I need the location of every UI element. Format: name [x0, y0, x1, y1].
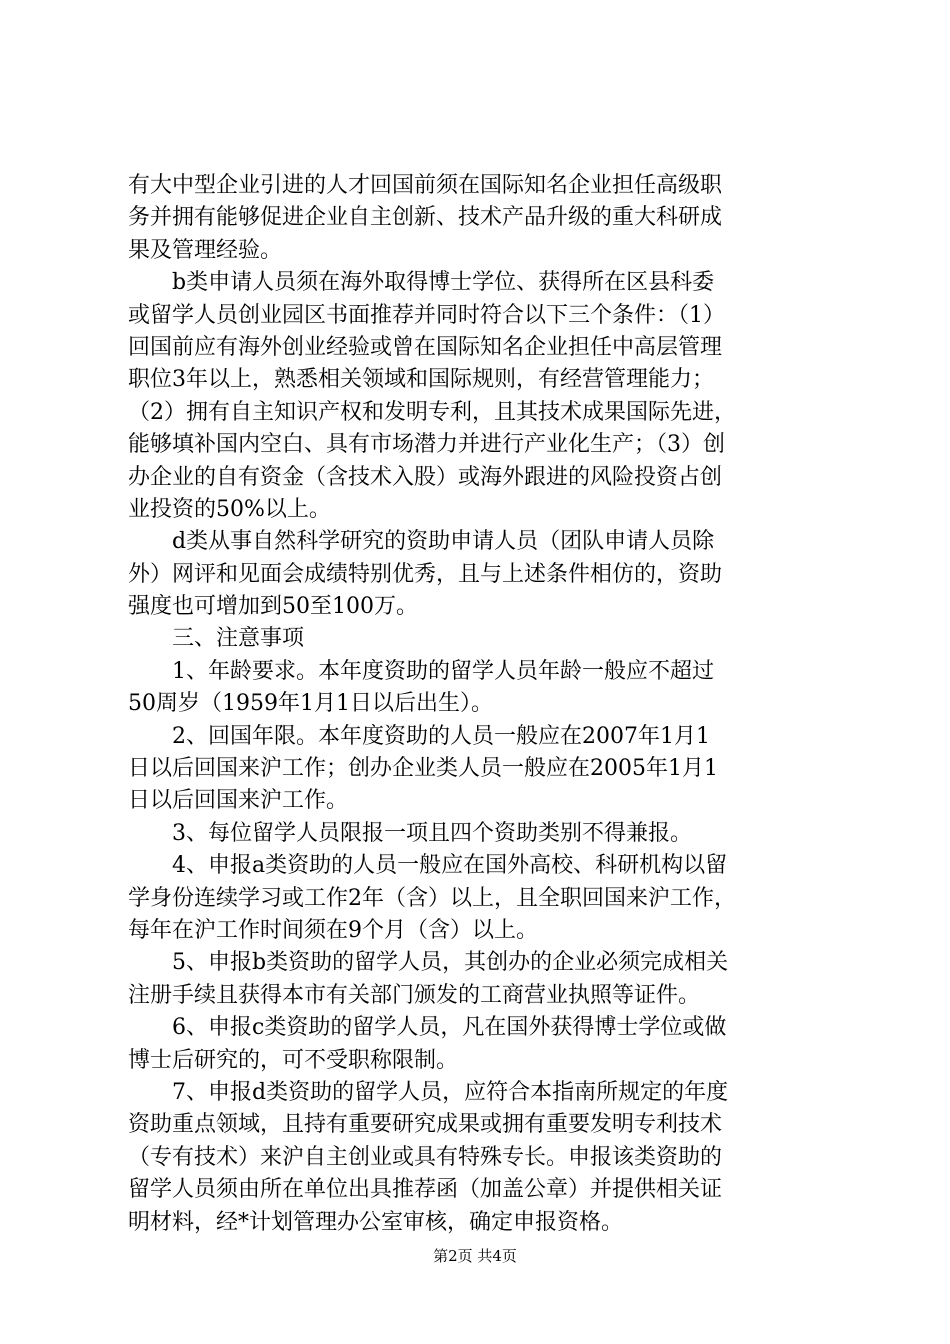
text-line: d类从事自然科学研究的资助申请人员（团队申请人员除	[128, 529, 715, 555]
text-line: 50周岁（1959年1月1日以后出生）。	[128, 691, 493, 717]
text-line: 强度也可增加到50至100万。	[128, 594, 418, 620]
text-line: 2、回国年限。本年度资助的人员一般应在2007年1月1	[128, 723, 710, 749]
text-line: 明材料，经*计划管理办公室审核，确定申报资格。	[128, 1209, 624, 1235]
text-line: 或留学人员创业园区书面推荐并同时符合以下三个条件：（1）	[128, 302, 725, 328]
text-line: 6、申报c类资助的留学人员，凡在国外获得博士学位或做	[128, 1015, 727, 1041]
text-line: （专有技术）来沪自主创业或具有特殊专长。申报该类资助的	[128, 1144, 723, 1170]
text-line: 果及管理经验。	[128, 237, 283, 263]
text-line: 外）网评和见面会成绩特别优秀，且与上述条件相仿的，资助	[128, 561, 723, 587]
text-line: 三、注意事项	[128, 626, 305, 652]
text-line: 办企业的自有资金（含技术入股）或海外跟进的风险投资占创	[128, 464, 723, 490]
text-line: 1、年龄要求。本年度资助的留学人员年龄一般应不超过	[128, 658, 714, 684]
text-line: 5、申报b类资助的留学人员，其创办的企业必须完成相关	[128, 950, 729, 976]
document-body	[128, 170, 832, 1239]
text-line: 4、申报a类资助的人员一般应在国外高校、科研机构以留	[128, 853, 728, 879]
text-line: 资助重点领域，且持有重要研究成果或拥有重要发明专利技术	[128, 1112, 723, 1138]
text-line: 日以后回国来沪工作；创办企业类人员一般应在2005年1月1	[128, 756, 718, 782]
text-line: 注册手续且获得本市有关部门颁发的工商营业执照等证件。	[128, 982, 701, 1008]
text-line: 3、每位留学人员限报一项且四个资助类别不得兼报。	[128, 820, 692, 846]
text-line: 能够填补国内空白、具有市场潜力并进行产业化生产；（3）创	[128, 432, 725, 458]
text-line: 职位3年以上，熟悉相关领域和国际规则，有经营管理能力；	[128, 367, 714, 393]
text-line: （2）拥有自主知识产权和发明专利，且其技术成果国际先进，	[128, 399, 736, 425]
text-line: 留学人员须由所在单位出具推荐函（加盖公章）并提供相关证	[128, 1177, 723, 1203]
text-line: 有大中型企业引进的人才回国前须在国际知名企业担任高级职	[128, 173, 723, 198]
text-line: 7、申报d类资助的留学人员，应符合本指南所规定的年度	[128, 1079, 729, 1105]
text-line: b类申请人员须在海外取得博士学位、获得所在区县科委	[128, 270, 715, 296]
text-line: 博士后研究的，可不受职称限制。	[128, 1047, 459, 1073]
text-line: 日以后回国来沪工作。	[128, 788, 349, 814]
page-footer: 第2页 共4页	[433, 1247, 517, 1265]
text-line: 学身份连续学习或工作2年（含）以上，且全职回国来沪工作，	[128, 885, 736, 911]
text-line: 业投资的50%以上。	[128, 496, 331, 522]
text-line: 务并拥有能够促进企业自主创新、技术产品升级的重大科研成	[128, 205, 723, 231]
text-line: 每年在沪工作时间须在9个月（含）以上。	[128, 917, 538, 943]
text-line: 回国前应有海外创业经验或曾在国际知名企业担任中高层管理	[128, 334, 723, 360]
